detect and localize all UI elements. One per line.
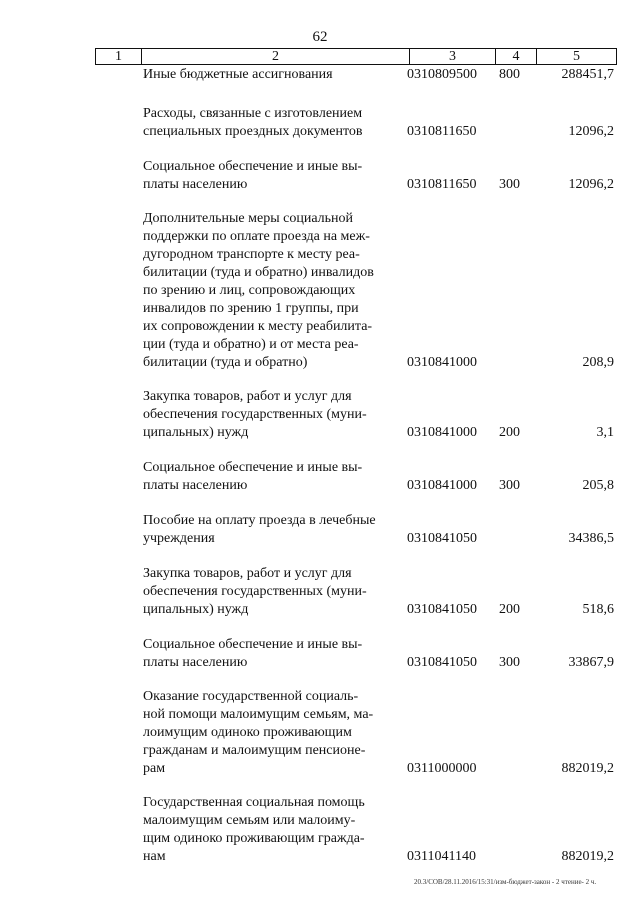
row-amount: 208,9 <box>582 355 614 370</box>
row-amount: 518,6 <box>582 602 614 617</box>
budget-row <box>0 158 640 194</box>
row-description: Закупка товаров, работ и услуг для обеспечения государственных (муни- ципальных) нужд <box>143 566 367 617</box>
row-description: Социальное обеспечение и иные вы- платы населению <box>143 159 363 192</box>
row-type: 200 <box>499 602 520 617</box>
row-description: Иные бюджетные ассигнования <box>143 67 333 82</box>
budget-row <box>0 66 640 84</box>
row-code: 0310841000 <box>407 355 477 370</box>
footer-note: 20.3/СОВ/28.11.2016/15:31/изм-бюджет-закон - 2 чтение- 2 ч. <box>414 878 597 886</box>
row-type: 800 <box>499 67 520 82</box>
column-header-5: 5 <box>537 49 617 65</box>
row-amount: 882019,2 <box>561 849 614 864</box>
row-description: Закупка товаров, работ и услуг для обеспечения государственных (муни- ципальных) нужд <box>143 389 367 440</box>
row-code: 0310841000 <box>407 425 477 440</box>
budget-row <box>0 565 640 619</box>
row-code: 0310811650 <box>407 124 477 139</box>
row-code: 0310841050 <box>407 655 477 670</box>
budget-row <box>0 459 640 495</box>
row-description: Социальное обеспечение и иные вы- платы населению <box>143 460 363 493</box>
budget-row <box>0 388 640 442</box>
budget-row <box>0 794 640 866</box>
row-code: 0311000000 <box>407 761 477 776</box>
column-header-4: 4 <box>496 49 537 65</box>
column-header-3: 3 <box>410 49 496 65</box>
column-header-2: 2 <box>142 49 410 65</box>
row-code: 0310841050 <box>407 602 477 617</box>
row-description: Пособие на оплату проезда в лечебные учреждения <box>143 513 376 546</box>
column-header-1: 1 <box>96 49 142 65</box>
row-amount: 12096,2 <box>568 124 614 139</box>
row-code: 0310841000 <box>407 478 477 493</box>
row-description: Социальное обеспечение и иные вы- платы населению <box>143 637 363 670</box>
budget-row <box>0 636 640 672</box>
row-code: 0310809500 <box>407 67 477 82</box>
budget-row <box>0 105 640 141</box>
budget-row <box>0 210 640 372</box>
row-code: 0311041140 <box>407 849 476 864</box>
row-description: Государственная социальная помощь малоимущим семьям или малоиму- щим одиноко проживающим гражда- нам <box>143 795 365 864</box>
row-description: Оказание государственной социаль- ной помощи малоимущим семьям, ма- лоимущим одиноко проживающим гражданам и малоимущим пенсионе- рам <box>143 689 374 776</box>
budget-row <box>0 512 640 548</box>
row-amount: 34386,5 <box>568 531 614 546</box>
row-amount: 288451,7 <box>561 67 614 82</box>
row-code: 0310811650 <box>407 177 477 192</box>
row-type: 300 <box>499 177 520 192</box>
row-type: 300 <box>499 478 520 493</box>
row-description: Дополнительные меры социальной поддержки по оплате проезда на меж- дугородном транспорте к месту реа- билитации (туда и обратно) инвалидов по зрению и лиц, сопровождающих инвалидов по зрению 1 группы, при их сопровождении к месту реабилита- ции (туда и обратно) и от места реа- билитации (туда и обратно) <box>143 211 374 370</box>
row-amount: 12096,2 <box>568 177 614 192</box>
row-amount: 882019,2 <box>561 761 614 776</box>
row-type: 300 <box>499 655 520 670</box>
row-amount: 205,8 <box>582 478 614 493</box>
page-number: 62 <box>312 29 328 45</box>
row-type: 200 <box>499 425 520 440</box>
budget-table-header <box>95 48 617 65</box>
row-code: 0310841050 <box>407 531 477 546</box>
row-description: Расходы, связанные с изготовлением специальных проездных документов <box>143 106 363 139</box>
row-amount: 33867,9 <box>568 655 614 670</box>
budget-row <box>0 688 640 778</box>
row-amount: 3,1 <box>596 425 614 440</box>
